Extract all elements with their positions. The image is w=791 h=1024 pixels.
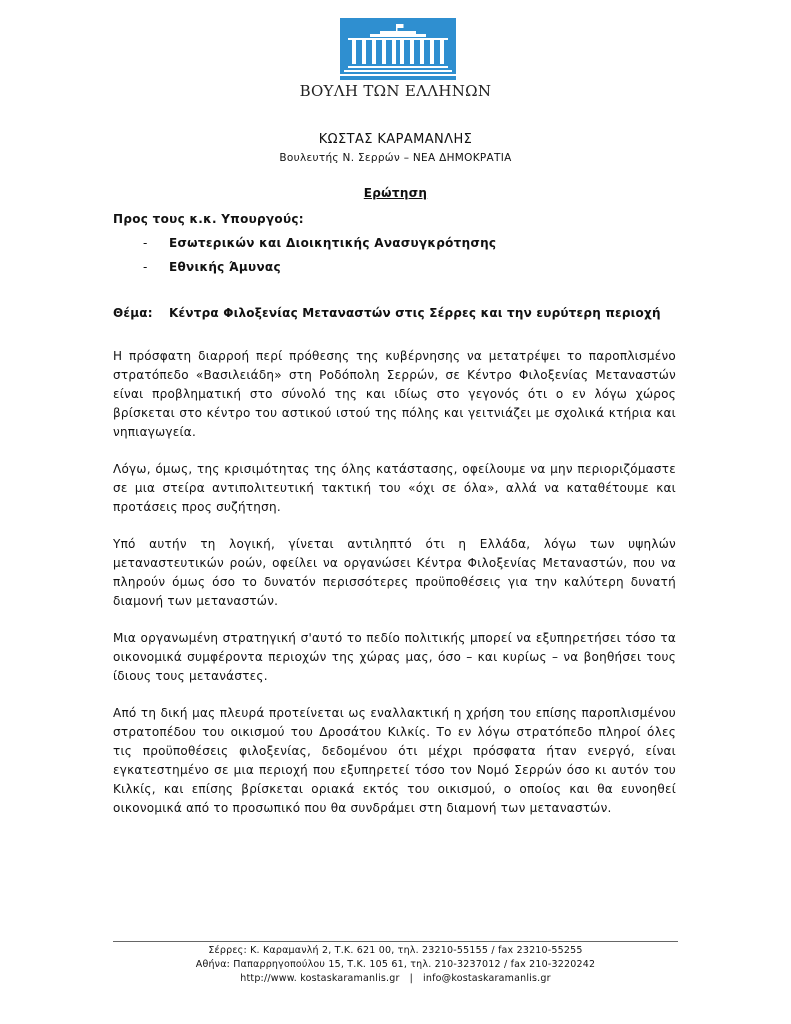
addressee-line: Προς τους κ.κ. Υπουργούς:	[113, 212, 304, 226]
list-dash: -	[143, 260, 148, 274]
subject-label: Θέμα:	[113, 306, 153, 320]
subject-text: Κέντρα Φιλοξενίας Μεταναστών στις Σέρρες και την ευρύτερη περιοχή	[169, 306, 661, 320]
footer-divider	[113, 941, 678, 942]
footer-serres-address: Σέρρες: Κ. Καραμανλή 2, Τ.Κ. 621 00, τηλ. 23210-55155 / fax 23210-55255	[208, 945, 583, 956]
footer-contact	[0, 972, 791, 986]
list-dash: -	[143, 236, 148, 250]
body-paragraph: Μια οργανωμένη στρατηγική σ'αυτό το πεδίο πολιτικής μπορεί να εξυπηρετήσει τόσο τα οικονομικά συμφέροντα περιοχών της χώρας μας, όσο – και κυρίως – να βοηθήσει τους ίδιους τους μετανάστες.	[113, 631, 676, 683]
footer-athens-address: Αθήνα: Παπαρρηγοπούλου 15, Τ.Κ. 105 61, τηλ. 210-3237012 / fax 210-3220242	[195, 959, 596, 970]
document-type-heading: Ερώτηση	[363, 186, 428, 200]
email-link[interactable]: info@kostaskaramanlis.gr	[423, 973, 551, 984]
body-paragraph: Η πρόσφατη διαρροή περί πρόθεσης της κυβέρνησης να μετατρέψει το παροπλισμένο στρατόπεδο «Βασιλειάδη» στη Ροδόπολη Σερρών, σε Κέντρο Φιλοξενίας Μεταναστών είναι προβληματική στο σύνολό της και ιδίως στο γεγονός ότι ο εν λόγω χώρος βρίσκεται στο κέντρο του αστικού ιστού της πόλης και γειτνιάζει με σχολικά κτήρια και νηπιαγωγεία.	[113, 349, 676, 439]
ministry-label: Εθνικής Άμυνας	[169, 260, 281, 274]
document-body	[113, 347, 676, 836]
ministry-item	[113, 236, 496, 260]
body-paragraph: Λόγω, όμως, της κρισιμότητας της όλης κατάστασης, οφείλουμε να μην περιοριζόμαστε σε μια στείρα αντιπολιτευτική τακτική του «όχι σε όλα», αλλά να καταθέτουμε και προτάσεις προς συζήτηση.	[113, 462, 676, 514]
subject-line	[113, 306, 678, 320]
mp-name: ΚΩΣΤΑΣ ΚΑΡΑΜΑΝΛΗΣ	[318, 132, 473, 147]
parliament-name: ΒΟΥΛΗ ΤΩΝ ΕΛΛΗΝΩΝ	[299, 82, 492, 100]
mp-role: Βουλευτής Ν. Σερρών – ΝΕΑ ΔΗΜΟΚΡΑΤΙΑ	[279, 152, 512, 164]
parliament-logo-icon	[340, 18, 456, 80]
ministry-label: Εσωτερικών και Διοικητικής Ανασυγκρότησης	[169, 236, 497, 250]
website-link[interactable]: http://www. kostaskaramanlis.gr	[240, 973, 400, 984]
footer-separator: |	[409, 973, 414, 984]
ministries-list	[113, 236, 496, 284]
body-paragraph: Υπό αυτήν τη λογική, γίνεται αντιληπτό ότι η Ελλάδα, λόγω των υψηλών μεταναστευτικών ροών, οφείλει να οργανώσει Κέντρα Φιλοξενίας Μεταναστών, που να πληρούν όμως όσο το δυνατόν περισσότερες προϋποθέσεις για την καλύτερη δυνατή διαμονή των μεταναστών.	[113, 537, 676, 608]
ministry-item	[113, 260, 496, 284]
footer	[0, 944, 791, 986]
body-paragraph: Από τη δική μας πλευρά προτείνεται ως εναλλακτική η χρήση του επίσης παροπλισμένου στρατοπέδου του οικισμού του Δροσάτου Κιλκίς. Το εν λόγω στρατόπεδο πληροί όλες τις προϋποθέσεις φιλοξενίας, δεδομένου ότι μέχρι πρόσφατα ήταν ενεργό, είναι εγκατεστημένο σε μια περιοχή που εξυπηρετεί τόσο τον Νομό Σερρών όσο κι αυτόν του Κιλκίς, και επίσης βρίσκεται οριακά εκτός του οικισμού, ο οποίος και θα ευνοηθεί οικονομικά από το προσωπικό που θα συνδράμει στη διαμονή των μεταναστών.	[113, 706, 676, 815]
